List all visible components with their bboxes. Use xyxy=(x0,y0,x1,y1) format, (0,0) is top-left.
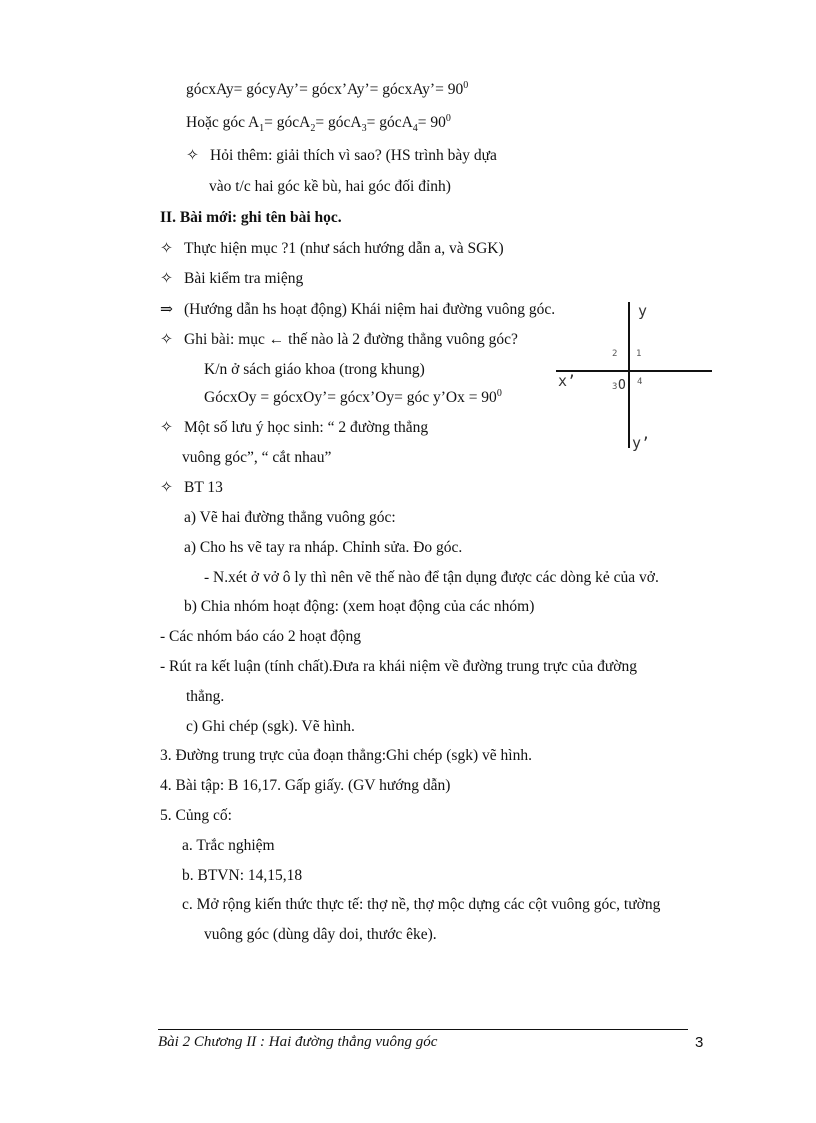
angle-label-4: 4 xyxy=(637,377,643,387)
diamond-bullet-icon: ✧ xyxy=(160,240,173,257)
footer-title: Bài 2 Chương II : Hai đường thẳng vuông góc xyxy=(158,1034,438,1050)
text-fragment: = 90 xyxy=(417,114,446,131)
diamond-bullet-icon: ✧ xyxy=(160,419,173,436)
line-text: thẳng. xyxy=(186,688,225,705)
label-y-prime: y’ xyxy=(632,434,651,452)
text-line-6 xyxy=(160,239,504,259)
subscript: 4 xyxy=(412,123,418,135)
diamond-bullet-icon: ✧ xyxy=(160,331,173,348)
text-line-9 xyxy=(160,330,518,350)
text-fragment: Hoặc góc A xyxy=(186,114,260,131)
diamond-bullet-icon: ✧ xyxy=(160,270,173,287)
line-text: vuông góc (dùng dây doi, thước êke). xyxy=(204,926,437,943)
subscript: 3 xyxy=(361,123,367,135)
line-text: c) Ghi chép (sgk). Vẽ hình. xyxy=(186,718,355,735)
line-text: - Rút ra kết luận (tính chất).Đưa ra khái niệm về đường trung trực của đường xyxy=(160,658,637,675)
line-text: 3. Đường trung trực của đoạn thẳng:Ghi chép (sgk) vẽ hình. xyxy=(160,747,532,764)
line-text: c. Mở rộng kiến thức thực tế: thợ nề, thợ mộc dựng các cột vuông góc, tường xyxy=(182,896,661,913)
implies-arrow-icon: ⇒ xyxy=(160,301,173,318)
text-line-29 xyxy=(204,925,437,945)
line-text: BT 13 xyxy=(184,479,223,496)
text-line-18 xyxy=(184,597,534,617)
line-text: Ghi bài: mục ← thế nào là 2 đường thẳng vuông góc? xyxy=(184,331,518,348)
diamond-bullet-icon: ✧ xyxy=(186,147,199,164)
line-text: - Các nhóm báo cáo 2 hoạt động xyxy=(160,628,362,645)
angle-label-2: 2 xyxy=(612,349,618,359)
line-text: a) Vẽ hai đường thẳng vuông góc: xyxy=(184,509,396,526)
line-text: b. BTVN: 14,15,18 xyxy=(182,867,303,884)
text-line-7 xyxy=(160,269,303,289)
label-x-prime: x’ xyxy=(558,372,577,390)
superscript: 0 xyxy=(463,79,469,91)
text-line-28 xyxy=(182,895,660,915)
text-line-12 xyxy=(160,418,428,438)
text-line-4 xyxy=(209,177,451,197)
line-text: vào t/c hai góc kề bù, hai góc đối đỉnh) xyxy=(209,178,451,195)
text-line-23 xyxy=(160,746,532,766)
text-line-11 xyxy=(204,388,502,408)
text-line-17 xyxy=(204,568,659,588)
label-y: y xyxy=(638,302,648,320)
text-fragment: = gócA xyxy=(366,114,413,131)
diamond-bullet-icon: ✧ xyxy=(160,479,173,496)
line-text: Thực hiện mục ?1 (như sách hướng dẫn a, và SGK) xyxy=(184,240,504,257)
text-line-1 xyxy=(186,80,468,100)
line-text: 4. Bài tập: B 16,17. Gấp giấy. (GV hướng dẫn) xyxy=(160,777,451,794)
line-text: Bài kiểm tra miệng xyxy=(184,270,304,287)
line-text: K/n ở sách giáo khoa (trong khung) xyxy=(204,361,425,378)
text-line-15 xyxy=(184,508,396,528)
subscript: 2 xyxy=(310,123,316,135)
line-text: Hỏi thêm: giải thích vì sao? (HS trình bày dựa xyxy=(210,147,497,164)
section-heading xyxy=(160,208,342,228)
text-line-25 xyxy=(160,806,232,826)
line-text: vuông góc”, “ cắt nhau” xyxy=(182,449,332,466)
text-line-26 xyxy=(182,836,275,856)
line-text: (Hướng dẫn hs hoạt động) Khái niệm hai đường vuông góc. xyxy=(184,301,556,318)
equation-text: gócxAy= gócyAy’= gócx’Ay’= gócxAy’= 90 xyxy=(186,81,464,98)
text-line-22 xyxy=(186,717,355,737)
text-line-10 xyxy=(204,360,425,380)
label-origin-o: O xyxy=(618,378,626,393)
perpendicular-lines-diagram xyxy=(556,300,716,460)
line-text: a) Cho hs vẽ tay ra nháp. Chỉnh sửa. Đo góc. xyxy=(184,539,463,556)
text-fragment: = gócA xyxy=(264,114,311,131)
text-line-3 xyxy=(186,146,497,166)
text-line-2 xyxy=(186,113,451,133)
angle-label-1: 1 xyxy=(636,349,642,359)
text-line-16 xyxy=(184,538,462,558)
footer-divider xyxy=(158,1029,688,1030)
text-line-19 xyxy=(160,627,361,647)
subscript: 1 xyxy=(259,123,265,135)
text-line-20 xyxy=(160,657,637,677)
text-line-14 xyxy=(160,478,223,498)
text-line-13 xyxy=(182,448,331,468)
line-text: a. Trắc nghiệm xyxy=(182,837,275,854)
section-heading-text: II. Bài mới: ghi tên bài học. xyxy=(160,209,342,226)
line-text: Một số lưu ý học sinh: “ 2 đường thẳng xyxy=(184,419,429,436)
line-text: b) Chia nhóm hoạt động: (xem hoạt động của các nhóm) xyxy=(184,598,535,615)
text-line-24 xyxy=(160,776,450,796)
text-fragment: = gócA xyxy=(315,114,362,131)
line-text: - N.xét ở vở ô ly thì nên vẽ thế nào để tận dụng được các dòng kẻ của vở. xyxy=(204,569,659,586)
page-number: 3 xyxy=(695,1034,704,1051)
equation-text: GócxOy = gócxOy’= gócx’Oy= góc y’Ox = 90 xyxy=(204,389,497,406)
text-line-27 xyxy=(182,866,302,886)
angle-label-3: 3 xyxy=(612,382,618,392)
superscript: 0 xyxy=(496,387,502,399)
text-line-21 xyxy=(186,687,224,707)
superscript: 0 xyxy=(445,112,451,124)
text-line-8 xyxy=(160,300,555,320)
line-text: 5. Củng cố: xyxy=(160,807,232,824)
